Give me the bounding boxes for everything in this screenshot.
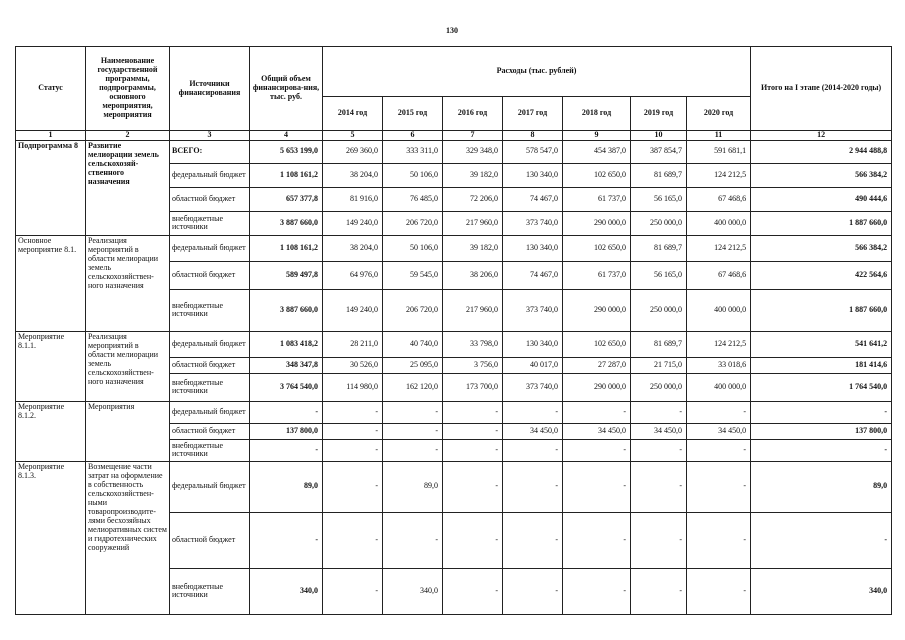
financing-table [15, 46, 892, 615]
year-value-cell: 34 450,0 [631, 423, 687, 439]
header-name: Наименование государственной программы, подпрограммы, основного мероприятия, мероприятия [86, 47, 170, 131]
header-year: 2019 год [631, 97, 687, 131]
year-value-cell: 34 450,0 [563, 423, 631, 439]
total-value-cell: - [250, 512, 323, 568]
year-value-cell: - [323, 401, 383, 423]
year-value-cell: 64 976,0 [323, 261, 383, 289]
total-value-cell: 3 764 540,0 [250, 373, 323, 401]
column-index: 6 [383, 131, 443, 141]
total-value-cell: - [250, 401, 323, 423]
year-value-cell: 400 000,0 [687, 211, 751, 235]
stage-total-cell: 1 764 540,0 [751, 373, 892, 401]
year-value-cell: 149 240,0 [323, 211, 383, 235]
table-row [16, 140, 892, 163]
year-value-cell: 124 212,5 [687, 235, 751, 261]
year-value-cell: - [631, 568, 687, 614]
year-value-cell: - [631, 401, 687, 423]
year-value-cell: 250 000,0 [631, 211, 687, 235]
year-value-cell: - [443, 568, 503, 614]
stage-total-cell: 566 384,2 [751, 235, 892, 261]
header-year: 2014 год [323, 97, 383, 131]
source-cell: внебюджетные источники [170, 211, 250, 235]
year-value-cell: - [383, 423, 443, 439]
year-value-cell: 67 468,6 [687, 187, 751, 211]
name-cell: Реализация мероприятий в области мелиорации земель сельскохозяйствен-ного назначения [86, 331, 170, 401]
header-status: Статус [16, 47, 86, 131]
year-value-cell: 387 854,7 [631, 140, 687, 163]
name-cell: Реализация мероприятий в области мелиорации земель сельскохозяйствен-ного назначения [86, 235, 170, 331]
year-value-cell: - [631, 512, 687, 568]
header-expenses: Расходы (тыс. рублей) [323, 47, 751, 97]
year-value-cell: - [323, 568, 383, 614]
year-value-cell: - [443, 423, 503, 439]
year-value-cell: 30 526,0 [323, 357, 383, 373]
year-value-cell: - [323, 512, 383, 568]
year-value-cell: 578 547,0 [503, 140, 563, 163]
year-value-cell: - [383, 439, 443, 461]
source-cell: внебюджетные источники [170, 289, 250, 331]
year-value-cell: 130 340,0 [503, 163, 563, 187]
status-cell: Мероприятие 8.1.2. [16, 401, 86, 461]
year-value-cell: 102 650,0 [563, 235, 631, 261]
year-value-cell: - [631, 439, 687, 461]
column-index: 2 [86, 131, 170, 141]
year-value-cell: 206 720,0 [383, 289, 443, 331]
year-value-cell: - [443, 461, 503, 512]
header-year: 2016 год [443, 97, 503, 131]
year-value-cell: 38 204,0 [323, 163, 383, 187]
year-value-cell: 290 000,0 [563, 289, 631, 331]
name-cell: Развитие мелиорации земель сельскохозяй-ственного назначения [86, 140, 170, 235]
year-value-cell: - [687, 439, 751, 461]
column-index: 11 [687, 131, 751, 141]
source-cell: федеральный бюджет [170, 163, 250, 187]
stage-total-cell: 422 564,6 [751, 261, 892, 289]
year-value-cell: 250 000,0 [631, 289, 687, 331]
year-value-cell: - [503, 439, 563, 461]
year-value-cell: 61 737,0 [563, 187, 631, 211]
year-value-cell: - [631, 461, 687, 512]
year-value-cell: 61 737,0 [563, 261, 631, 289]
year-value-cell: 269 360,0 [323, 140, 383, 163]
year-value-cell: 3 756,0 [443, 357, 503, 373]
column-index: 7 [443, 131, 503, 141]
header-year: 2015 год [383, 97, 443, 131]
total-value-cell: 1 108 161,2 [250, 163, 323, 187]
year-value-cell: - [443, 512, 503, 568]
source-cell: федеральный бюджет [170, 235, 250, 261]
stage-total-cell: 490 444,6 [751, 187, 892, 211]
stage-total-cell: 89,0 [751, 461, 892, 512]
source-cell: областной бюджет [170, 357, 250, 373]
year-value-cell: 38 204,0 [323, 235, 383, 261]
year-value-cell: 454 387,0 [563, 140, 631, 163]
source-cell: внебюджетные источники [170, 373, 250, 401]
header-year: 2018 год [563, 97, 631, 131]
stage-total-cell: 566 384,2 [751, 163, 892, 187]
year-value-cell: 81 689,7 [631, 163, 687, 187]
total-value-cell: 1 083 418,2 [250, 331, 323, 357]
year-value-cell: - [443, 401, 503, 423]
year-value-cell: 81 689,7 [631, 235, 687, 261]
column-index: 12 [751, 131, 892, 141]
total-value-cell: 340,0 [250, 568, 323, 614]
source-cell: федеральный бюджет [170, 331, 250, 357]
year-value-cell: - [687, 401, 751, 423]
stage-total-cell: 340,0 [751, 568, 892, 614]
total-value-cell: 1 108 161,2 [250, 235, 323, 261]
year-value-cell: 39 182,0 [443, 163, 503, 187]
year-value-cell: 290 000,0 [563, 211, 631, 235]
year-value-cell: 173 700,0 [443, 373, 503, 401]
year-value-cell: 124 212,5 [687, 331, 751, 357]
stage-total-cell: 1 887 660,0 [751, 211, 892, 235]
source-cell: областной бюджет [170, 187, 250, 211]
header-source: Источники финансирования [170, 47, 250, 131]
name-cell: Мероприятия [86, 401, 170, 461]
year-value-cell: 290 000,0 [563, 373, 631, 401]
year-value-cell: 400 000,0 [687, 289, 751, 331]
stage-total-cell: - [751, 439, 892, 461]
year-value-cell: 34 450,0 [503, 423, 563, 439]
year-value-cell: 27 287,0 [563, 357, 631, 373]
year-value-cell: 50 106,0 [383, 235, 443, 261]
table-row [16, 331, 892, 357]
total-value-cell: 3 887 660,0 [250, 289, 323, 331]
year-value-cell: 40 740,0 [383, 331, 443, 357]
year-value-cell: 56 165,0 [631, 187, 687, 211]
year-value-cell: - [443, 439, 503, 461]
total-value-cell: 89,0 [250, 461, 323, 512]
total-value-cell: 657 377,8 [250, 187, 323, 211]
year-value-cell: - [687, 568, 751, 614]
source-cell: федеральный бюджет [170, 461, 250, 512]
total-value-cell: 589 497,8 [250, 261, 323, 289]
year-value-cell: - [503, 401, 563, 423]
column-index: 4 [250, 131, 323, 141]
year-value-cell: - [323, 439, 383, 461]
year-value-cell: 217 960,0 [443, 289, 503, 331]
year-value-cell: 40 017,0 [503, 357, 563, 373]
year-value-cell: 217 960,0 [443, 211, 503, 235]
year-value-cell: - [503, 461, 563, 512]
source-cell: внебюджетные источники [170, 439, 250, 461]
total-value-cell: - [250, 439, 323, 461]
year-value-cell: - [383, 512, 443, 568]
year-value-cell: 39 182,0 [443, 235, 503, 261]
year-value-cell: - [563, 401, 631, 423]
status-cell: Мероприятие 8.1.1. [16, 331, 86, 401]
year-value-cell: 81 689,7 [631, 331, 687, 357]
total-value-cell: 137 800,0 [250, 423, 323, 439]
name-cell: Возмещение части затрат на оформление в собственность сельскохозяйствен-ными товаропроизводите-лями бесхозяйных мелиоративных систем и гидротехнических сооружений [86, 461, 170, 614]
table-row [16, 401, 892, 423]
year-value-cell: 130 340,0 [503, 235, 563, 261]
year-value-cell: 59 545,0 [383, 261, 443, 289]
year-value-cell: 72 206,0 [443, 187, 503, 211]
stage-total-cell: 2 944 488,8 [751, 140, 892, 163]
source-cell: ВСЕГО: [170, 140, 250, 163]
header-year: 2020 год [687, 97, 751, 131]
year-value-cell: 33 018,6 [687, 357, 751, 373]
column-index: 8 [503, 131, 563, 141]
year-value-cell: 124 212,5 [687, 163, 751, 187]
year-value-cell: 333 311,0 [383, 140, 443, 163]
year-value-cell: 206 720,0 [383, 211, 443, 235]
year-value-cell: - [503, 512, 563, 568]
year-value-cell: - [323, 461, 383, 512]
year-value-cell: 400 000,0 [687, 373, 751, 401]
year-value-cell: - [563, 461, 631, 512]
year-value-cell: 67 468,6 [687, 261, 751, 289]
source-cell: внебюджетные источники [170, 568, 250, 614]
source-cell: областной бюджет [170, 261, 250, 289]
year-value-cell: 149 240,0 [323, 289, 383, 331]
column-index: 3 [170, 131, 250, 141]
year-value-cell: 34 450,0 [687, 423, 751, 439]
header-year: 2017 год [503, 97, 563, 131]
source-cell: федеральный бюджет [170, 401, 250, 423]
source-cell: областной бюджет [170, 512, 250, 568]
stage-total-cell: 137 800,0 [751, 423, 892, 439]
year-value-cell: 329 348,0 [443, 140, 503, 163]
stage-total-cell: 541 641,2 [751, 331, 892, 357]
year-value-cell: 76 485,0 [383, 187, 443, 211]
header-stage-total: Итого на I этапе (2014-2020 годы) [751, 47, 892, 131]
year-value-cell: 21 715,0 [631, 357, 687, 373]
column-index: 9 [563, 131, 631, 141]
year-value-cell: 102 650,0 [563, 163, 631, 187]
year-value-cell: 74 467,0 [503, 187, 563, 211]
status-cell: Основное мероприятие 8.1. [16, 235, 86, 331]
table-row [16, 235, 892, 261]
year-value-cell: 28 211,0 [323, 331, 383, 357]
year-value-cell: 25 095,0 [383, 357, 443, 373]
year-value-cell: - [503, 568, 563, 614]
year-value-cell: 89,0 [383, 461, 443, 512]
source-cell: областной бюджет [170, 423, 250, 439]
year-value-cell: 114 980,0 [323, 373, 383, 401]
page-number: 130 [446, 26, 458, 35]
year-value-cell: - [563, 512, 631, 568]
total-value-cell: 3 887 660,0 [250, 211, 323, 235]
year-value-cell: 373 740,0 [503, 211, 563, 235]
year-value-cell: - [323, 423, 383, 439]
stage-total-cell: 181 414,6 [751, 357, 892, 373]
year-value-cell: 162 120,0 [383, 373, 443, 401]
year-value-cell: 373 740,0 [503, 373, 563, 401]
status-cell: Подпрограмма 8 [16, 140, 86, 235]
year-value-cell: 591 681,1 [687, 140, 751, 163]
year-value-cell: - [563, 439, 631, 461]
year-value-cell: - [687, 512, 751, 568]
year-value-cell: 81 916,0 [323, 187, 383, 211]
column-index: 5 [323, 131, 383, 141]
year-value-cell: 33 798,0 [443, 331, 503, 357]
year-value-cell: 56 165,0 [631, 261, 687, 289]
column-index: 1 [16, 131, 86, 141]
year-value-cell: 50 106,0 [383, 163, 443, 187]
table-row [16, 461, 892, 512]
header-total: Общий объем финансирова-ния, тыс. руб. [250, 47, 323, 131]
column-index: 10 [631, 131, 687, 141]
year-value-cell: - [383, 401, 443, 423]
year-value-cell: 373 740,0 [503, 289, 563, 331]
total-value-cell: 348 347,8 [250, 357, 323, 373]
year-value-cell: 102 650,0 [563, 331, 631, 357]
stage-total-cell: 1 887 660,0 [751, 289, 892, 331]
year-value-cell: 250 000,0 [631, 373, 687, 401]
year-value-cell: 74 467,0 [503, 261, 563, 289]
year-value-cell: 340,0 [383, 568, 443, 614]
stage-total-cell: - [751, 401, 892, 423]
stage-total-cell: - [751, 512, 892, 568]
total-value-cell: 5 653 199,0 [250, 140, 323, 163]
year-value-cell: - [563, 568, 631, 614]
year-value-cell: 130 340,0 [503, 331, 563, 357]
year-value-cell: - [687, 461, 751, 512]
status-cell: Мероприятие 8.1.3. [16, 461, 86, 614]
year-value-cell: 38 206,0 [443, 261, 503, 289]
